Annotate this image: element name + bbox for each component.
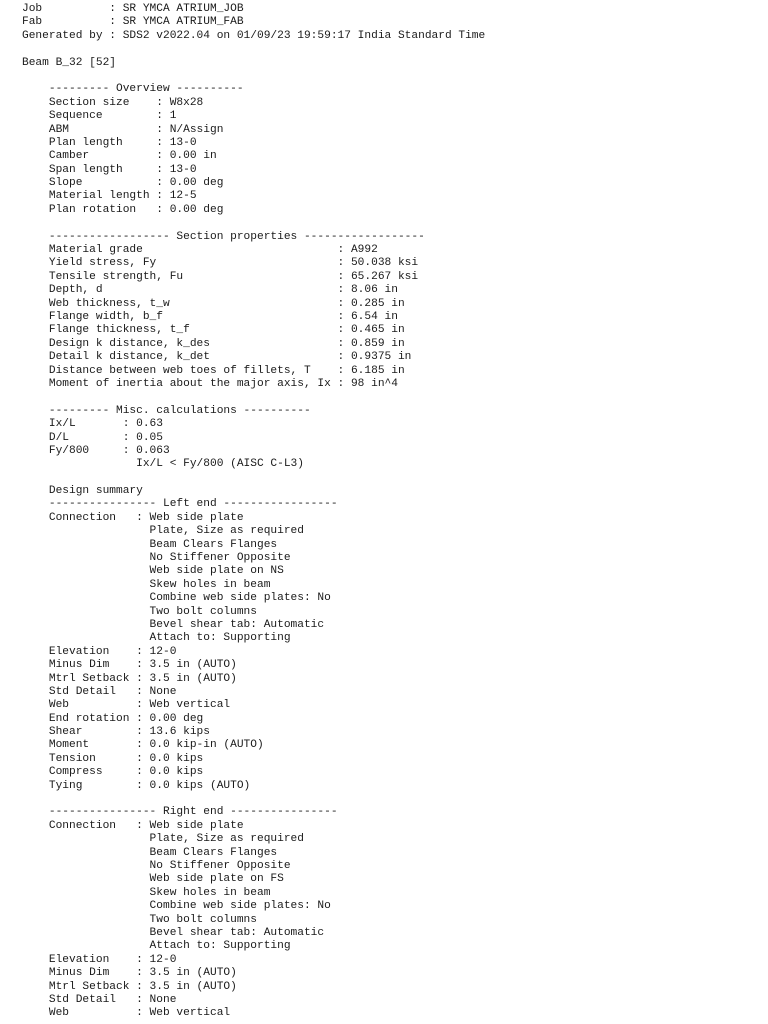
report-line: Plan rotation : 0.00 deg xyxy=(22,203,224,216)
report-line: Plate, Size as required xyxy=(22,525,304,538)
report-line: Flange width, b_f : 6.54 in xyxy=(22,310,398,323)
report-line: Attach to: Supporting xyxy=(22,632,291,645)
report-line: Moment of inertia about the major axis, Ix : 98 in^4 xyxy=(22,377,398,390)
report-line: Attach to: Supporting xyxy=(22,940,291,953)
report-line: Minus Dim : 3.5 in (AUTO) xyxy=(22,967,237,980)
report-line: Std Detail : None xyxy=(22,993,177,1006)
report-line: Depth, d : 8.06 in xyxy=(22,284,398,297)
report-line: Span length : 13-0 xyxy=(22,163,197,176)
report-line xyxy=(22,217,768,230)
report-line xyxy=(22,793,768,806)
report-line: Design summary xyxy=(22,485,143,498)
report-line: Elevation : 12-0 xyxy=(22,645,177,658)
report-line: Tying : 0.0 kips (AUTO) xyxy=(22,779,251,792)
report-line: Two bolt columns xyxy=(22,605,257,618)
report-line: Web thickness, t_w : 0.285 in xyxy=(22,297,405,310)
report-line: Combine web side plates: No xyxy=(22,900,331,913)
report-line: Material grade : A992 xyxy=(22,244,378,257)
report-line: Moment : 0.0 kip-in (AUTO) xyxy=(22,739,264,752)
report-line: Shear : 13.6 kips xyxy=(22,726,210,739)
report-line: Web side plate on NS xyxy=(22,565,284,578)
report-line: Detail k distance, k_det : 0.9375 in xyxy=(22,351,412,364)
report-line: Compress : 0.0 kips xyxy=(22,766,204,779)
report-line: Design k distance, k_des : 0.859 in xyxy=(22,337,405,350)
report-line: Fy/800 : 0.063 xyxy=(22,444,170,457)
report-line: Combine web side plates: No xyxy=(22,592,331,605)
report-line: Web side plate on FS xyxy=(22,873,284,886)
report-line: No Stiffener Opposite xyxy=(22,860,291,872)
report-line: Bevel shear tab: Automatic xyxy=(22,618,325,631)
report-line xyxy=(22,472,768,485)
report-line: Material length : 12-5 xyxy=(22,190,197,203)
report-line: Beam Clears Flanges xyxy=(22,538,278,551)
report-line: Elevation : 12-0 xyxy=(22,953,177,966)
report-line: Job : SR YMCA ATRIUM_JOB xyxy=(22,3,244,15)
report-line: Plate, Size as required xyxy=(22,833,304,846)
report-line: End rotation : 0.00 deg xyxy=(22,712,204,725)
report-line: ---------------- Left end ----------------- xyxy=(22,498,338,511)
report-line: Flange thickness, t_f : 0.465 in xyxy=(22,324,405,337)
report-line xyxy=(22,70,768,83)
report-line: Skew holes in beam xyxy=(22,886,271,899)
report-line: Connection : Web side plate xyxy=(22,511,244,524)
report-line: Mtrl Setback : 3.5 in (AUTO) xyxy=(22,672,237,685)
report-line: Yield stress, Fy : 50.038 ksi xyxy=(22,257,419,270)
report-line: Generated by : SDS2 v2022.04 on 01/09/23 19:59:17 India Standard Time xyxy=(22,29,486,42)
report-line: Bevel shear tab: Automatic xyxy=(22,926,325,939)
report-line: D/L : 0.05 xyxy=(22,431,163,444)
report-line: Plan length : 13-0 xyxy=(22,136,197,149)
report-line: --------- Misc. calculations ---------- xyxy=(22,404,311,417)
report-line: Std Detail : None xyxy=(22,685,177,698)
report-line: --------- Overview ---------- xyxy=(22,83,244,96)
report-line: Tensile strength, Fu : 65.267 ksi xyxy=(22,270,419,283)
report-line: Ix/L : 0.63 xyxy=(22,418,163,431)
report-line: ABM : N/Assign xyxy=(22,123,224,136)
report-line: Minus Dim : 3.5 in (AUTO) xyxy=(22,659,237,672)
report-line: Fab : SR YMCA ATRIUM_FAB xyxy=(22,16,244,29)
report-line: Camber : 0.00 in xyxy=(22,150,217,163)
report-line: Slope : 0.00 deg xyxy=(22,177,224,190)
report-line: Beam B_32 [52] xyxy=(22,56,116,69)
report-line: Web : Web vertical xyxy=(22,1007,231,1020)
report-line: Sequence : 1 xyxy=(22,110,177,123)
report-line: ---------------- Right end ---------------- xyxy=(22,806,338,819)
report-line: Two bolt columns xyxy=(22,913,257,926)
report-line: Web : Web vertical xyxy=(22,699,231,712)
report-line xyxy=(22,391,768,404)
report-line: Connection : Web side plate xyxy=(22,819,244,832)
report-line xyxy=(22,43,768,56)
report-line: Section size : W8x28 xyxy=(22,96,204,109)
report-line: ------------------ Section properties ------------------ xyxy=(22,230,425,243)
report-line: No Stiffener Opposite xyxy=(22,552,291,565)
report-line: Beam Clears Flanges xyxy=(22,846,278,859)
report-line: Skew holes in beam xyxy=(22,578,271,591)
report-line: Ix/L < Fy/800 (AISC C-L3) xyxy=(22,458,304,471)
report-line: Tension : 0.0 kips xyxy=(22,752,204,765)
report-line: Distance between web toes of fillets, T : 6.185 in xyxy=(22,364,405,377)
report-line: Mtrl Setback : 3.5 in (AUTO) xyxy=(22,980,237,993)
